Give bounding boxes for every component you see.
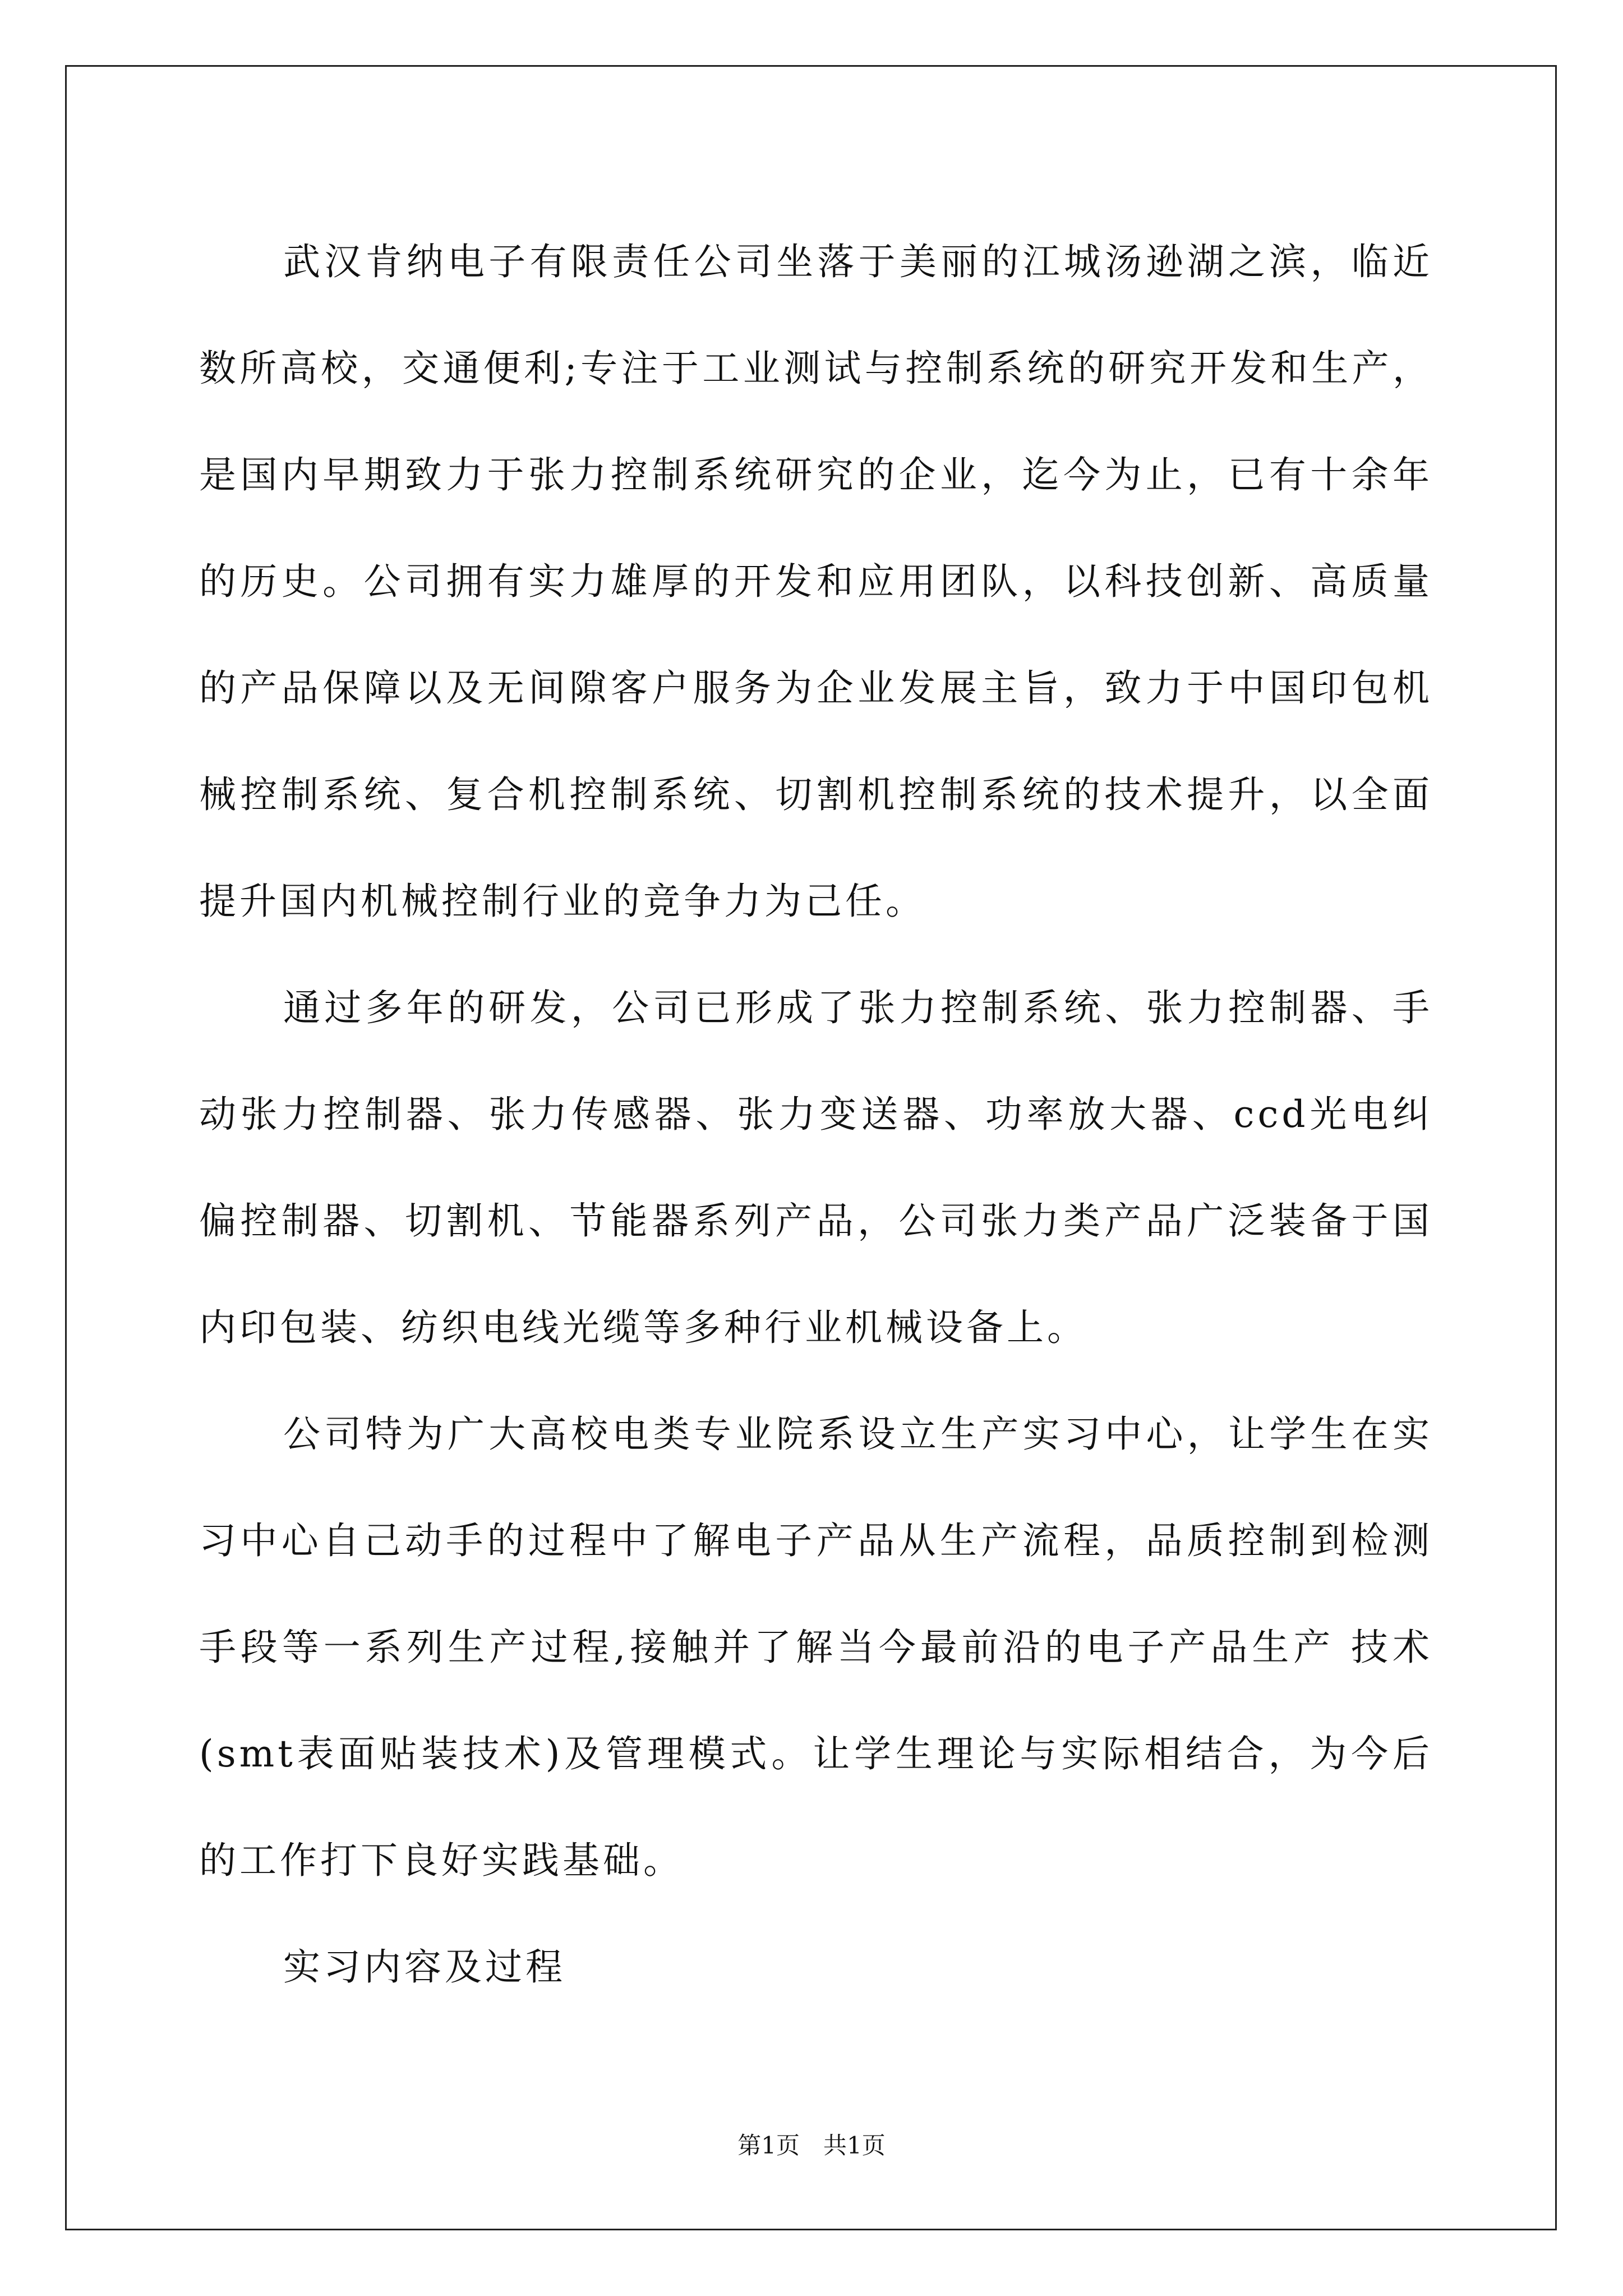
page-footer: 第1页 共1页	[737, 2132, 886, 2159]
paragraph-practice-center: 公司特为广大高校电类专业院系设立生产实习中心，让学生在实习中心自己动手的过程中了解电子产品从生产流程，品质控制到检测手段等一系列生产过程,接触并了解当今最前沿的电子产品生产 技术(smt表面贴装技术)及管理模式。让学生理论与实际相结合，为今后的工作打下良好实践基础。	[199, 1412, 1433, 1882]
section-heading: 实习内容及过程	[283, 1945, 566, 1989]
paragraph-company-intro: 武汉肯纳电子有限责任公司坐落于美丽的江城汤逊湖之滨，临近数所高校，交通便利;专注于工业测试与控制系统的研究开发和生产，是国内早期致力于张力控制系统研究的企业，迄今为止，已有十余年的历史。公司拥有实力雄厚的开发和应用团队，以科技创新、高质量的产品保障以及无间隙客户服务为企业发展主旨，致力于中国印包机械控制系统、复合机控制系统、切割机控制系统的技术提升，以全面提升国内机械控制行业的竞争力为己任。	[199, 240, 1433, 923]
document-body	[199, 209, 1433, 2021]
paragraph-products: 通过多年的研发，公司已形成了张力控制系统、张力控制器、手动张力控制器、张力传感器、张力变送器、功率放大器、ccd光电纠偏控制器、切割机、节能器系列产品，公司张力类产品广泛装备于国内印包装、纺织电线光缆等多种行业机械设备上。	[199, 986, 1433, 1349]
